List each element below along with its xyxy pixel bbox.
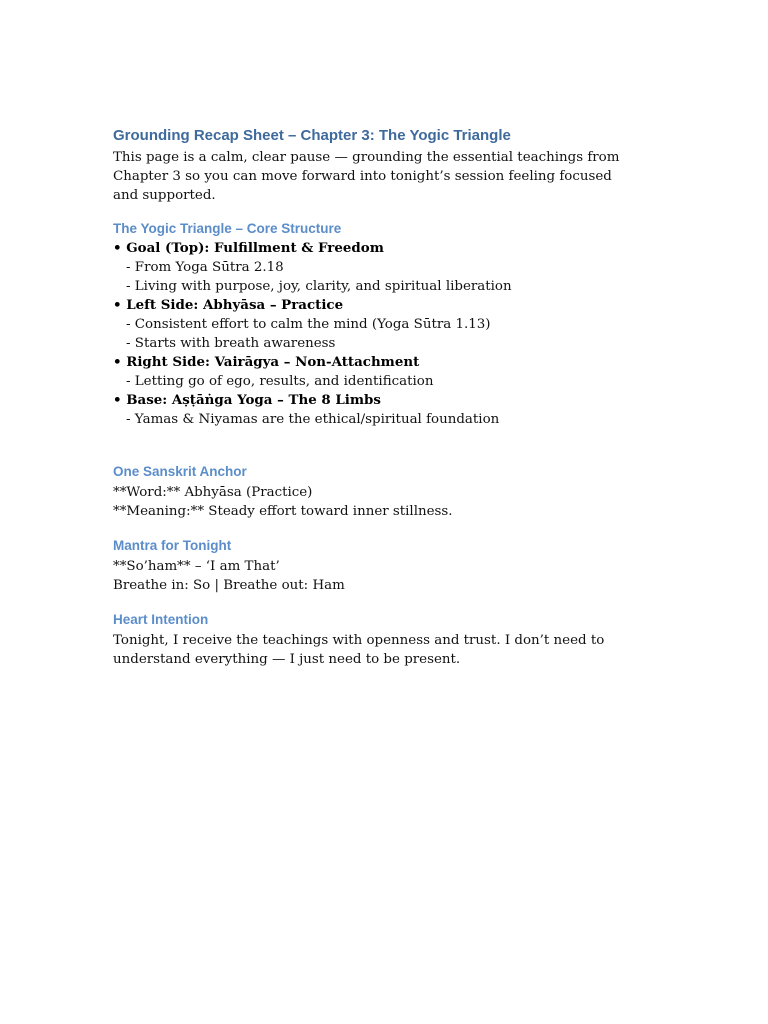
document-page xyxy=(113,124,673,669)
bullet-right-side xyxy=(113,353,673,391)
core-structure-section xyxy=(113,219,673,429)
section-heading-heart-intention: Heart Intention xyxy=(113,612,209,627)
page-title: Grounding Recap Sheet – Chapter 3: The Yogic Triangle xyxy=(113,127,511,144)
sanskrit-anchor-section xyxy=(113,462,673,521)
intro-line: This page is a calm, clear pause — grounding the essential teachings from xyxy=(113,150,620,165)
bullet-sub-item: - Consistent effort to calm the mind (Yoga Sūtra 1.13) xyxy=(126,317,491,332)
sanskrit-meaning: **Meaning:** Steady effort toward inner stillness. xyxy=(113,504,453,519)
bullet-sub-item: - Yamas & Niyamas are the ethical/spiritual foundation xyxy=(126,412,500,427)
bullet-label: • Left Side: Abhyāsa – Practice xyxy=(113,297,344,313)
intro-line: and supported. xyxy=(113,188,216,203)
intention-line: understand everything — I just need to be present. xyxy=(113,652,461,667)
intro-paragraph xyxy=(113,148,673,205)
bullet-sub-item: - From Yoga Sūtra 2.18 xyxy=(126,260,284,275)
mantra-line: **So’ham** – ‘I am That’ xyxy=(113,559,280,574)
bullet-base xyxy=(113,391,673,429)
bullet-label: • Base: Aṣṭāṅga Yoga – The 8 Limbs xyxy=(113,392,381,408)
breath-instruction: Breathe in: So | Breathe out: Ham xyxy=(113,578,345,593)
bullet-sub-item: - Living with purpose, joy, clarity, and spiritual liberation xyxy=(126,279,512,294)
mantra-section xyxy=(113,536,673,595)
intention-line: Tonight, I receive the teachings with openness and trust. I don’t need to xyxy=(113,633,605,648)
section-heading-mantra: Mantra for Tonight xyxy=(113,538,232,553)
intro-line: Chapter 3 so you can move forward into tonight’s session feeling focused xyxy=(113,169,612,184)
bullet-label: • Right Side: Vairāgya – Non-Attachment xyxy=(113,354,420,370)
bullet-goal xyxy=(113,239,673,296)
sanskrit-word: **Word:** Abhyāsa (Practice) xyxy=(113,485,313,500)
bullet-sub-item: - Starts with breath awareness xyxy=(126,336,336,351)
section-heading-core-structure: The Yogic Triangle – Core Structure xyxy=(113,221,342,236)
bullet-left-side xyxy=(113,296,673,353)
section-heading-sanskrit-anchor: One Sanskrit Anchor xyxy=(113,464,247,479)
bullet-label: • Goal (Top): Fulfillment & Freedom xyxy=(113,240,384,256)
bullet-sub-item: - Letting go of ego, results, and identification xyxy=(126,374,434,389)
heart-intention-section xyxy=(113,610,673,669)
